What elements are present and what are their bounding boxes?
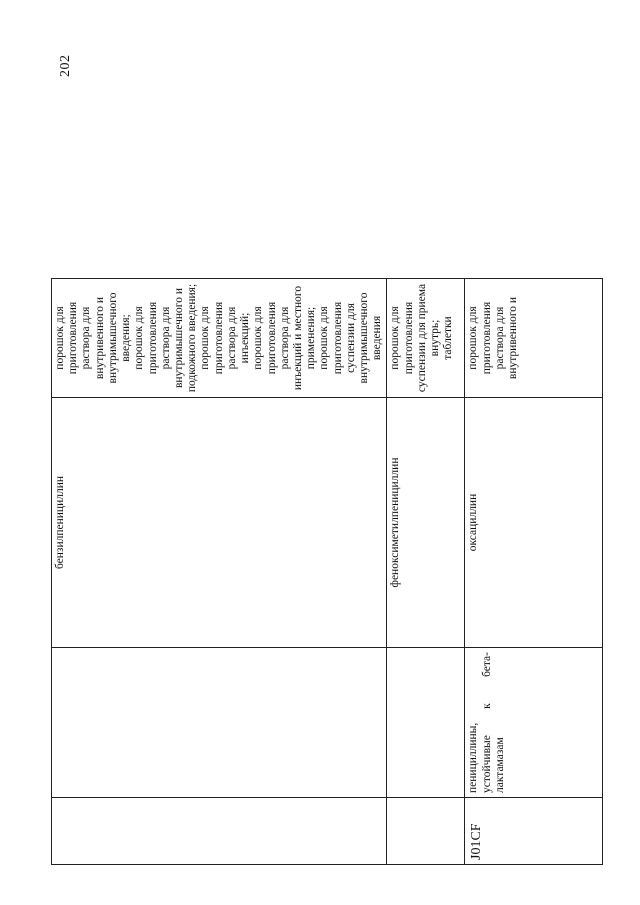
pharm-group-line: пенициллины,	[467, 722, 480, 793]
drug-table	[51, 278, 603, 865]
pharm-group-line: устойчивые к бета-	[480, 652, 493, 793]
pharm-group-cell	[387, 648, 465, 798]
dosage-forms-cell: порошок для приготовления раствора для внутривенного и внутримышечного введения; порошок для приготовления раствора для внутримышечного и подкожного введения; порошок для приготовления раствора для инъекций; порошок для приготовления раствора для инъекций и местного применения; порошок для приготовления суспензии для внутримышечного введения	[52, 279, 387, 398]
pharm-group-cell	[52, 648, 387, 798]
dosage-forms-cell: порошок для приготовления суспензии для приема внутрь; таблетки	[387, 279, 465, 398]
drug-name-cell: оксациллин	[465, 398, 603, 648]
table-row	[465, 279, 603, 865]
drug-name-cell: феноксиметилпенициллин	[387, 398, 465, 648]
atc-code-cell: J01CF	[465, 798, 603, 865]
dosage-forms-cell: порошок для приготовления раствора для внутривенного и	[465, 279, 603, 398]
pharm-group-cell	[465, 648, 603, 798]
table-row	[387, 279, 465, 865]
page-number: 202	[58, 54, 73, 77]
atc-code-cell	[387, 798, 465, 865]
pharm-group-line: лактамазам	[493, 737, 506, 793]
table-row	[52, 279, 387, 865]
atc-code-cell	[52, 798, 387, 865]
drug-name-cell: бензилпенициллин	[52, 398, 387, 648]
